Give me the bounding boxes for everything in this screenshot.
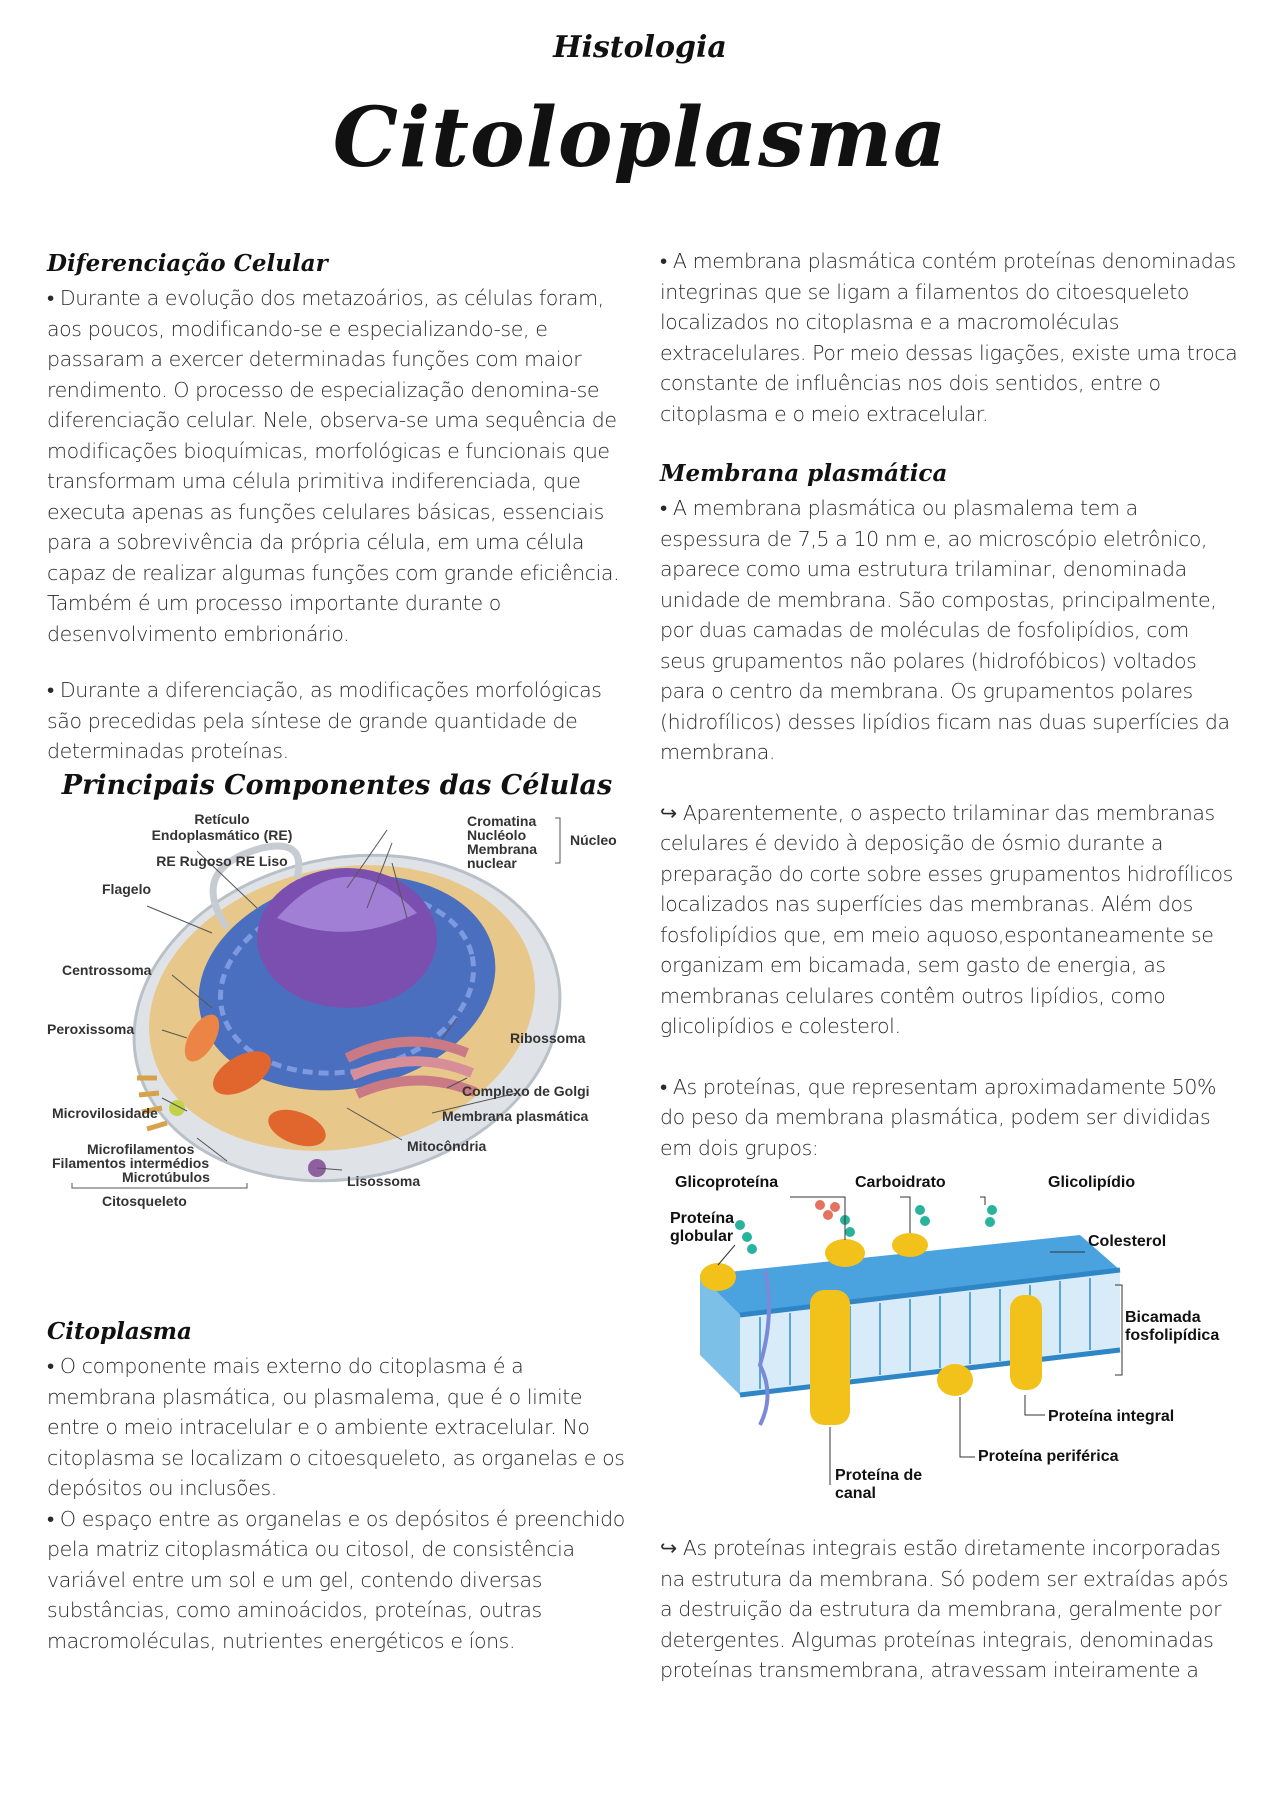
label-proteina-globular-2: globular bbox=[670, 1228, 734, 1245]
label-reticulo: Retículo bbox=[194, 811, 250, 827]
paragraph-integrais: ↪ As proteínas integrais estão diretamente incorporadas na estrutura da membrana. Só podem ser extraídas após a destruição da estrutura da membrana, geralmente por detergentes. Algumas proteínas integrais, denominadas proteínas transmembrana, atravessam inteiramente a bbox=[660, 1536, 1229, 1682]
carbohydrate-red bbox=[815, 1200, 840, 1220]
glycoprotein bbox=[825, 1239, 865, 1267]
label-bicamada: Bicamada bbox=[1125, 1309, 1201, 1326]
label-mitocondria: Mitocôndria bbox=[407, 1138, 487, 1154]
paragraph-membrana-2: ↪ Aparentemente, o aspecto trilaminar das membranas celulares é devido à deposição de ósmio durante a preparação do corte sobre esses grupamentos hidrofílicos localizados nas superfícies das membranas. Além dos fosfolipídios que, em meio aquoso,espontaneamente se organizam em bicamada, sem gasto de energia, as membranas celulares contêm outros lipídios, como glicolipídios e colesterol. bbox=[660, 800, 1233, 1038]
label-colesterol: Colesterol bbox=[1088, 1233, 1167, 1250]
heading-citoplasma: Citoplasma bbox=[47, 1318, 192, 1345]
label-ribossoma: Ribossoma bbox=[510, 1030, 586, 1046]
label-nucleolo: Nucléolo bbox=[467, 827, 527, 843]
paragraph-membrana-3: • As proteínas, que representam aproximadamente 50% do peso da membrana plasmática, podem ser divididas em dois grupos: bbox=[660, 1074, 1217, 1160]
paragraph-integrinas: • A membrana plasmática contém proteínas denominadas integrinas que se ligam a filamentos do citoesqueleto localizados no citoplasma e a macromoléculas extracelulares. Por meio dessas ligações, existe uma troca constante de influências nos dois sentidos, entre o citoplasma e o meio extracelular. bbox=[660, 249, 1238, 426]
section-diferenciacao bbox=[47, 250, 627, 767]
label-bicamada-2: fosfolipídica bbox=[1125, 1327, 1220, 1344]
label-proteina-canal: Proteína de bbox=[835, 1467, 923, 1484]
heading-membrana: Membrana plasmática bbox=[660, 460, 948, 487]
label-microfilamentos: Microfilamentos bbox=[87, 1141, 195, 1157]
nucleus-bracket bbox=[555, 818, 560, 863]
subject-label: Histologia bbox=[553, 30, 727, 65]
label-microvilosidade: Microvilosidade bbox=[52, 1105, 158, 1121]
heading-diferenciacao: Diferenciação Celular bbox=[47, 250, 328, 277]
carbohydrate-chains bbox=[735, 1205, 997, 1254]
section-membrana bbox=[660, 460, 1240, 1163]
label-reticulo-2: Endoplasmático (RE) bbox=[151, 827, 293, 843]
paragraph-citoplasma-1: • O componente mais externo do citoplasma é a membrana plasmática, ou plasmalema, que é o limite entre o meio intracelular e o ambiente extracelular. No citoplasma se localizam o citoesqueleto, as organelas e os depósitos ou inclusões. bbox=[47, 1354, 625, 1500]
paragraph-diferenciacao-1: • Durante a evolução dos metazoários, as células foram, aos poucos, modificando-se e especializando-se, e passaram a exercer determinadas funções com maior rendimento. O processo de especialização denomina-se diferenciação celular. Nele, observa-se uma sequência de modificações bioquímicas, morfológicas e funcionais que transformam uma célula primitiva indiferenciada, que executa apenas as funções celulares básicas, essenciais para a sobrevivência da própria célula, em uma célula capaz de realizar algumas funções com grande eficiência. Também é um processo importante durante o desenvolvimento embrionário. bbox=[47, 286, 620, 646]
label-nucleo: Núcleo bbox=[570, 832, 617, 848]
section-citoplasma bbox=[47, 1318, 627, 1656]
label-membrana-nuclear: Membrana bbox=[467, 841, 538, 857]
label-membrana-plasmatica: Membrana plasmática bbox=[442, 1108, 589, 1124]
label-golgi: Complexo de Golgi bbox=[462, 1083, 590, 1099]
label-filamentos: Filamentos intermédios bbox=[52, 1155, 210, 1171]
section-integrinas bbox=[660, 246, 1240, 429]
label-proteina-integral: Proteína integral bbox=[1048, 1408, 1175, 1425]
label-carboidrato: Carboidrato bbox=[855, 1174, 946, 1191]
label-proteina-periferica: Proteína periférica bbox=[978, 1448, 1119, 1465]
cell-diagram bbox=[47, 808, 627, 1248]
section-integrais bbox=[660, 1533, 1240, 1686]
label-peroxissoma: Peroxissoma bbox=[47, 1021, 135, 1037]
label-flagelo: Flagelo bbox=[102, 881, 152, 897]
carbohydrate-protein bbox=[892, 1233, 928, 1257]
label-microtubulos: Microtúbulos bbox=[122, 1169, 210, 1185]
label-citosqueleto: Citosqueleto bbox=[102, 1193, 187, 1209]
globular-protein bbox=[700, 1263, 736, 1291]
page-title: Citoloplasma bbox=[332, 90, 948, 186]
paragraph-citoplasma-2: • O espaço entre as organelas e os depósitos é preenchido pela matriz citoplasmática ou citosol, de consistência variável entre um sol e um gel, contendo diversas substâncias, como aminoácidos, proteínas, outras macromoléculas, nutrientes energéticos e íons. bbox=[47, 1506, 625, 1653]
paragraph-membrana-1: • A membrana plasmática ou plasmalema tem a espessura de 7,5 a 10 nm e, ao microscópio eletrônico, aparece como uma estrutura trilaminar, denominada unidade de membrana. São compostas, principalmente, por duas camadas de moléculas de fosfolipídios, com seus grupamentos não polares (hidrofóbicos) voltados para o centro da membrana. Os grupamentos polares (hidrofílicos) desses lipídios ficam nas duas superfícies da membrana. bbox=[660, 496, 1230, 764]
label-membrana-nuclear-2: nuclear bbox=[467, 855, 517, 871]
label-re-rugoso-liso: RE Rugoso RE Liso bbox=[156, 853, 288, 869]
cell-figure-title: Principais Componentes das Células bbox=[61, 770, 613, 801]
paragraph-diferenciacao-2: • Durante a diferenciação, as modificações morfológicas são precedidas pela síntese de grande quantidade de determinadas proteínas. bbox=[47, 678, 602, 763]
peripheral-protein bbox=[937, 1364, 973, 1396]
label-proteina-globular: Proteína bbox=[670, 1210, 735, 1227]
label-cromatina: Cromatina bbox=[467, 813, 537, 829]
label-glicoproteina: Glicoproteína bbox=[675, 1174, 779, 1191]
label-glicolipidio: Glicolipídio bbox=[1048, 1174, 1136, 1191]
channel-protein bbox=[810, 1290, 850, 1425]
label-lisossoma: Lisossoma bbox=[347, 1173, 421, 1189]
label-centrossoma: Centrossoma bbox=[62, 962, 152, 978]
integral-protein bbox=[1010, 1295, 1042, 1390]
label-proteina-canal-2: canal bbox=[835, 1485, 876, 1502]
membrane-diagram bbox=[660, 1165, 1240, 1520]
